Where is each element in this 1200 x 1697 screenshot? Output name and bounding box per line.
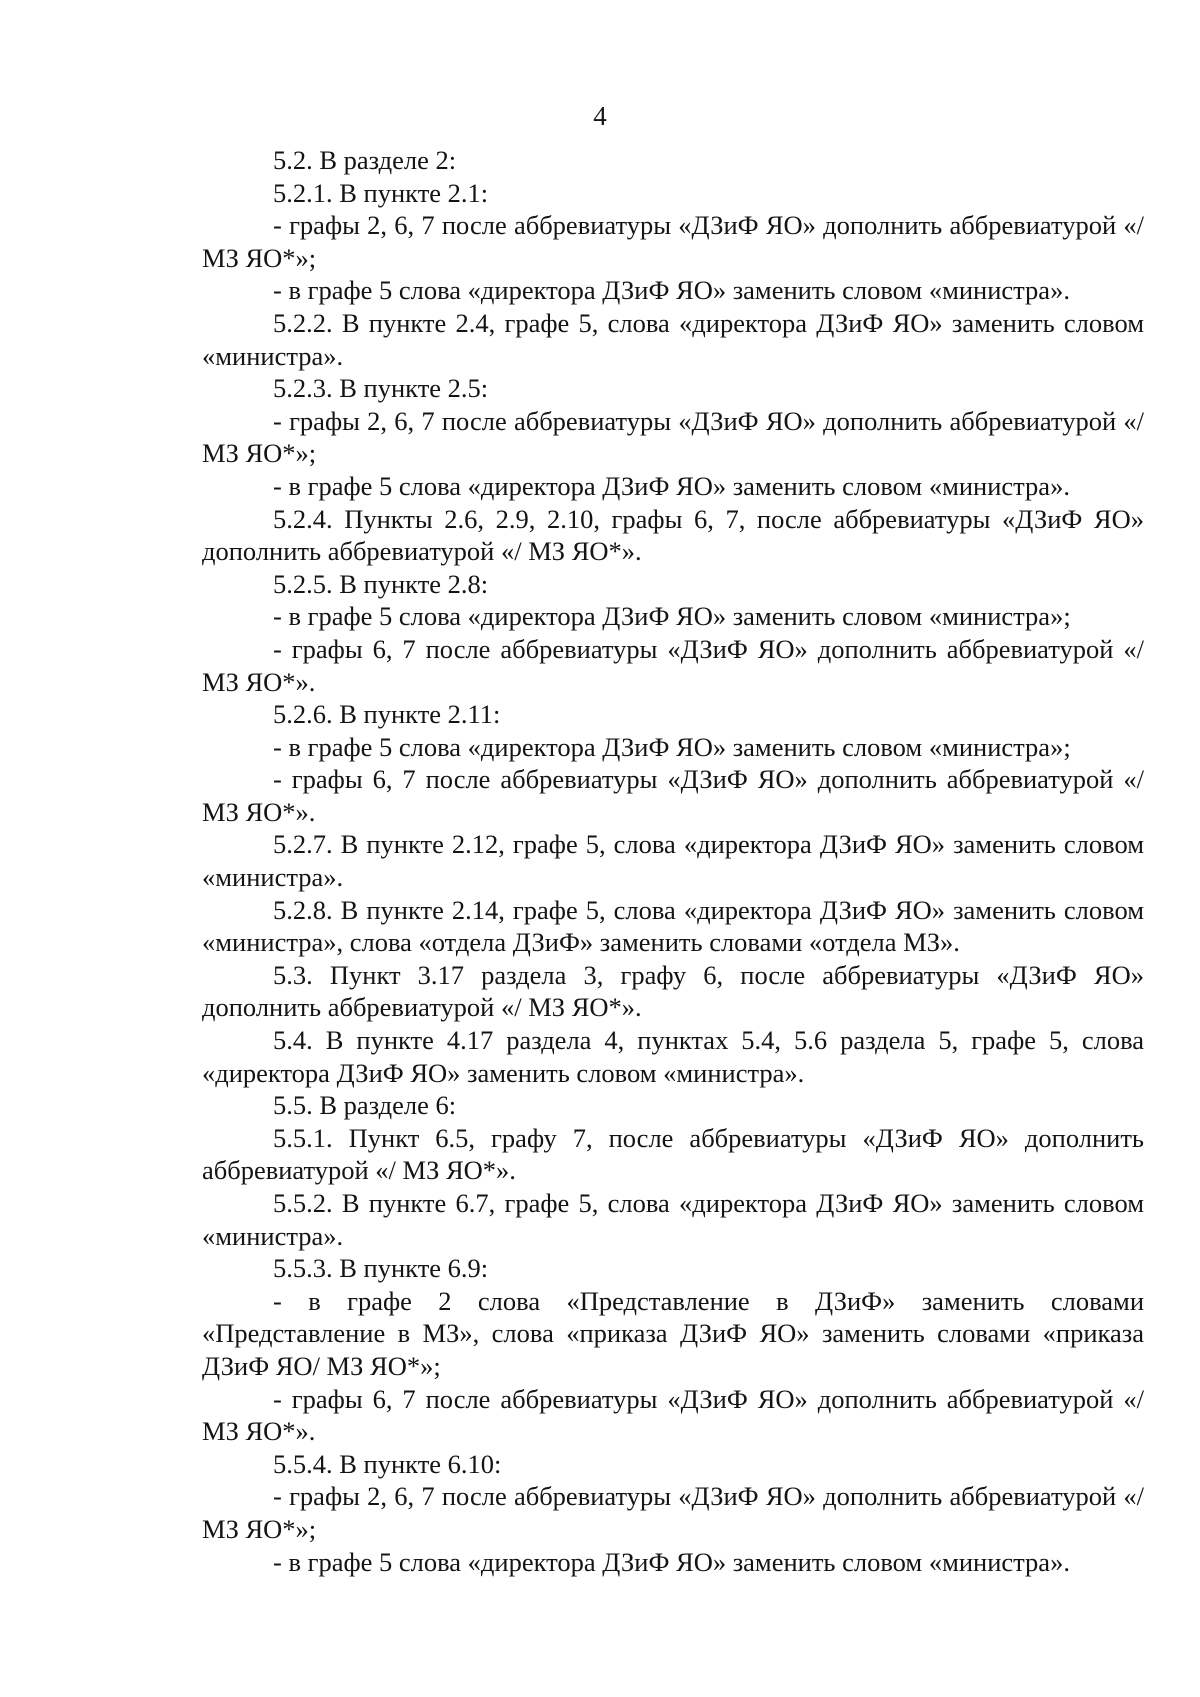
paragraph-5-2-1-item-1: - графы 2, 6, 7 после аббревиатуры «ДЗиФ ЯО» дополнить аббревиатурой «/ МЗ ЯО*»;: [202, 210, 1144, 273]
paragraph-5-5-3: 5.5.3. В пункте 6.9:: [273, 1253, 489, 1284]
paragraph-5-2-7: 5.2.7. В пункте 2.12, графе 5, слова «директора ДЗиФ ЯО» заменить словом «министра».: [202, 829, 1144, 893]
paragraph-5-2-5-item-1: - в графе 5 слова «директора ДЗиФ ЯО» заменить словом «министра»;: [273, 601, 1071, 632]
paragraph-5-2-5: 5.2.5. В пункте 2.8:: [273, 568, 489, 599]
paragraph-5-5-1: 5.5.1. Пункт 6.5, графу 7, после аббревиатуры «ДЗиФ ЯО» дополнить аббревиатурой «/ МЗ ЯО*».: [202, 1122, 1144, 1186]
paragraph-5-2-3-item-1: - графы 2, 6, 7 после аббревиатуры «ДЗиФ ЯО» дополнить аббревиатурой «/ МЗ ЯО*»;: [202, 405, 1144, 469]
paragraph-5-2-6-item-1: - в графе 5 слова «директора ДЗиФ ЯО» заменить словом «министра»;: [273, 731, 1071, 762]
paragraph-5-2-1: 5.2.1. В пункте 2.1:: [273, 177, 489, 208]
paragraph-5-5: 5.5. В разделе 6:: [273, 1090, 457, 1121]
paragraph-5-5-4-item-1: - графы 2, 6, 7 после аббревиатуры «ДЗиФ ЯО» дополнить аббревиатурой «/ МЗ ЯО*»;: [202, 1481, 1144, 1544]
paragraph-5-2: 5.2. В разделе 2:: [273, 145, 457, 175]
paragraph-5-3: 5.3. Пункт 3.17 раздела 3, графу 6, после аббревиатуры «ДЗиФ ЯО» дополнить аббревиатурой «/ МЗ ЯО*».: [202, 959, 1144, 1023]
paragraph-5-2-5-item-2: - графы 6, 7 после аббревиатуры «ДЗиФ ЯО» дополнить аббревиатурой «/ МЗ ЯО*».: [202, 633, 1144, 697]
paragraph-5-5-4-item-2: - в графе 5 слова «директора ДЗиФ ЯО» заменить словом «министра».: [273, 1546, 1070, 1577]
document-body: [202, 144, 1144, 1578]
paragraph-5-2-3-item-2: - в графе 5 слова «директора ДЗиФ ЯО» заменить словом «министра».: [273, 470, 1070, 501]
paragraph-5-2-3: 5.2.3. В пункте 2.5:: [273, 373, 489, 404]
paragraph-5-5-3-item-1: - в графе 2 слова «Представление в ДЗиФ» заменить словами «Представление в МЗ», слова «приказа ДЗиФ ЯО» заменить словами «приказа ДЗиФ ЯО/ МЗ ЯО*»;: [202, 1285, 1144, 1381]
paragraph-5-2-1-item-2: - в графе 5 слова «директора ДЗиФ ЯО» заменить словом «министра».: [273, 275, 1070, 306]
paragraph-5-5-2: 5.5.2. В пункте 6.7, графе 5, слова «директора ДЗиФ ЯО» заменить словом «министра».: [202, 1188, 1144, 1251]
page-number: 4: [593, 101, 607, 131]
paragraph-5-2-4: 5.2.4. Пункты 2.6, 2.9, 2.10, графы 6, 7, после аббревиатуры «ДЗиФ ЯО» дополнить аббревиатурой «/ МЗ ЯО*».: [202, 503, 1144, 567]
paragraph-5-4: 5.4. В пункте 4.17 раздела 4, пунктах 5.4, 5.6 раздела 5, графе 5, слова «директора ДЗиФ ЯО» заменить словом «министра».: [202, 1025, 1144, 1088]
paragraph-5-2-6: 5.2.6. В пункте 2.11:: [273, 699, 501, 730]
paragraph-5-2-8: 5.2.8. В пункте 2.14, графе 5, слова «директора ДЗиФ ЯО» заменить словом «министра», слова «отдела ДЗиФ» заменить словами «отдела МЗ».: [202, 894, 1144, 958]
paragraph-5-2-6-item-2: - графы 6, 7 после аббревиатуры «ДЗиФ ЯО» дополнить аббревиатурой «/ МЗ ЯО*».: [202, 764, 1144, 827]
paragraph-5-2-2: 5.2.2. В пункте 2.4, графе 5, слова «директора ДЗиФ ЯО» заменить словом «министра».: [202, 307, 1144, 371]
paragraph-5-5-4: 5.5.4. В пункте 6.10:: [273, 1448, 502, 1479]
paragraph-5-5-3-item-2: - графы 6, 7 после аббревиатуры «ДЗиФ ЯО» дополнить аббревиатурой «/ МЗ ЯО*».: [202, 1383, 1144, 1447]
